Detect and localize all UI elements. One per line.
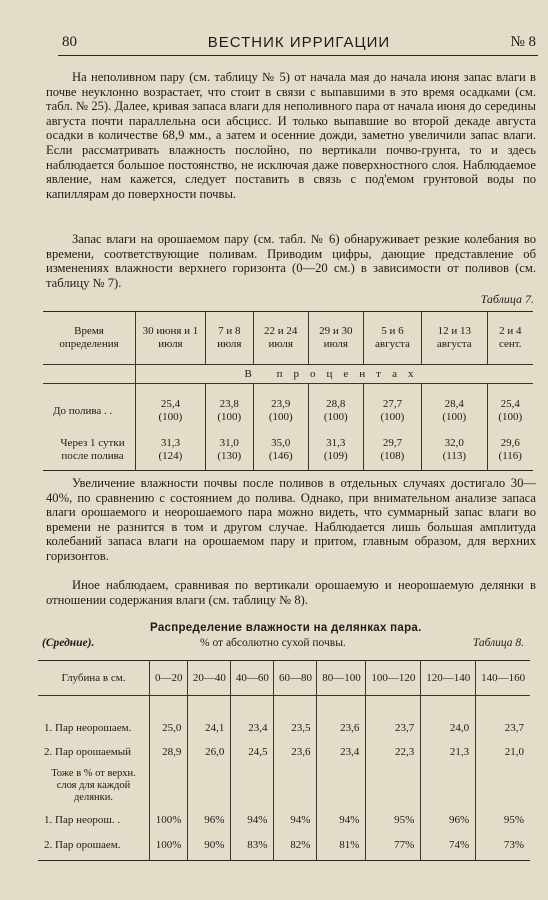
table7-percent-label: В процентах — [136, 365, 534, 384]
table7-col: 30 июня и 1 июля — [136, 312, 206, 365]
table-8 — [38, 660, 530, 861]
table8-value: 25,0 — [150, 716, 188, 740]
table8-value: 23,7 — [366, 716, 421, 740]
journal-title: ВЕСТНИК ИРРИГАЦИИ — [207, 34, 391, 51]
table7-value: 31,3 — [160, 437, 181, 449]
table8-subtitle-left: (Средние). — [42, 637, 95, 649]
table7-value: 29,6 — [500, 437, 520, 449]
table8-value: 23,5 — [274, 716, 317, 740]
table8-caption: Таблица 8. — [472, 637, 524, 649]
table8-value: 73% — [476, 832, 530, 860]
table8-header-row — [38, 661, 530, 696]
table-row — [38, 832, 530, 860]
table7-value: 25,4 — [500, 398, 520, 410]
table7-percent-row — [43, 365, 533, 384]
table7-value: 31,0 — [219, 437, 239, 449]
table7-row-label: Через 1 сутки после полива — [60, 437, 125, 462]
paragraph-1: На неполивном пару (см. таблицу № 5) от начала мая до начала июня запас влаги в почве неуклонно возрастает, что стоит в связи с выпавшими в это время осадками (см. табл. № 25). Далее, кривая запаса влаги для неполивного пара от начала июня до середины августа почти параллельна оси абсцисс. И только выпавшие во второй декаде августа осадки в количестве 68,9 мм., а затем и осенние дожди, заметно увеличили запас влаги. Если рассматривать влажность послойно, по вертикали почво-грунта, то и здесь наблюдается большое постоянство, не исключая даже поверхностного слоя. Наблюдаемое явление, нам кажется, следует поставить в связь с под'емом грунтовой воды по капиллярам до поверхности почвы. — [46, 70, 536, 201]
table7-value: 28,8 — [326, 398, 346, 410]
table7-index: (146) — [268, 450, 293, 462]
table8-value: 95% — [366, 808, 421, 832]
table7-index: (116) — [498, 450, 522, 462]
table7-index: (130) — [217, 450, 242, 462]
table8-row-label: 2. Пар орошаем. — [44, 839, 121, 852]
table8-value: 77% — [366, 832, 421, 860]
table8-subtitle — [42, 637, 532, 653]
table8-col: 0—20 — [150, 661, 188, 696]
table7-index: (100) — [217, 411, 242, 423]
table8-value: 28,9 — [150, 740, 188, 764]
table7-value: 27,7 — [382, 398, 403, 410]
table7-value: 23,8 — [219, 398, 239, 410]
table-row — [38, 808, 530, 832]
paragraph-3: Увеличение влажности почвы после поливов в отдельных случаях достигало 30—40%, по сравнению с состоянием до полива. Однако, при внимательном анализе запаса влаги орошаемого и неорошаемого пара можно видеть, что суммарный запас влаги во времени не разнится в том и другом случае. Наблюдается лишь большая амплитуда колебаний запаса влаги на орошаемом пару и притом, главным образом, для верхних горизонтов. — [46, 476, 536, 563]
table7-value: 35,0 — [271, 437, 291, 449]
table8-note-row — [38, 764, 530, 808]
table7-value: 23,9 — [271, 398, 291, 410]
table8-col: 100—120 — [366, 661, 421, 696]
table8-value: 81% — [317, 832, 366, 860]
table8-value: 82% — [274, 832, 317, 860]
table-row — [38, 740, 530, 764]
table7-index: (100) — [268, 411, 293, 423]
table8-value: 96% — [188, 808, 231, 832]
table8-value: 22,3 — [366, 740, 421, 764]
table8-row-label: 1. Пар неорошаем. — [44, 721, 132, 734]
table8-value: 95% — [476, 808, 530, 832]
table7-value: 25,4 — [160, 398, 181, 410]
issue-number: № 8 — [510, 34, 536, 50]
table8-value: 96% — [421, 808, 476, 832]
table8-value: 23,6 — [274, 740, 317, 764]
table8-value: 94% — [317, 808, 366, 832]
table8-value: 83% — [231, 832, 274, 860]
page-number: 80 — [62, 34, 77, 50]
table8-row-label: 2. Пар орошаемый — [44, 745, 132, 758]
table8-subtitle-center: % от абсолютно сухой почвы. — [200, 637, 346, 649]
table-7 — [43, 311, 533, 471]
table7-value: 32,0 — [444, 437, 464, 449]
table8-value: 24,0 — [421, 716, 476, 740]
page-header — [62, 34, 536, 56]
table8-value: 21,3 — [421, 740, 476, 764]
table-row — [43, 384, 533, 431]
table8-value: 94% — [274, 808, 317, 832]
table7-value: 31,3 — [326, 437, 346, 449]
table8-value: 23,4 — [231, 716, 274, 740]
table7-value: 29,7 — [382, 437, 403, 449]
table7-row-header: Время определения — [59, 325, 119, 350]
table7-index: (124) — [158, 450, 183, 462]
paragraph-2: Запас влаги на орошаемом пару (см. табл. № 6) обнаруживает резкие колебания во времени, соответствующие поливам. Приводим цифры, дающие представление об изменениях влажности верхнего горизонта (0—20 см.) в зависимости от поливов (см. таблицу № 7). — [46, 232, 536, 290]
table8-value: 21,0 — [476, 740, 530, 764]
table7-index: (100) — [498, 411, 523, 423]
table8-col: 20—40 — [188, 661, 231, 696]
table8-value: 94% — [231, 808, 274, 832]
table8-note: Тоже в % от верхн. слоя для каждой делянки. — [51, 768, 136, 803]
table7-index: (108) — [380, 450, 405, 462]
header-rule — [58, 55, 538, 56]
table7-col: 12 и 13 августа — [422, 312, 487, 365]
table-row — [38, 716, 530, 740]
table8-col: 120—140 — [421, 661, 476, 696]
table7-col: 29 и 30 июля — [308, 312, 363, 365]
table7-header-row — [43, 312, 533, 365]
table8-value: 74% — [421, 832, 476, 860]
table7-index: (100) — [323, 411, 348, 423]
table8-value: 100% — [150, 832, 188, 860]
table7-index: (113) — [442, 450, 466, 462]
table7-index: (100) — [442, 411, 467, 423]
table8-col: 80—100 — [317, 661, 366, 696]
table7-index: (100) — [380, 411, 405, 423]
table7-caption: Таблица 7. — [480, 292, 534, 306]
table7-col: 7 и 8 июля — [205, 312, 253, 365]
table7-value: 28,4 — [444, 398, 464, 410]
table8-col: 140—160 — [476, 661, 530, 696]
table8-row-label: 1. Пар неорош. . — [44, 813, 121, 826]
table7-col: 22 и 24 июля — [253, 312, 308, 365]
table7-col: 2 и 4 сент. — [487, 312, 533, 365]
table7-index: (109) — [323, 450, 348, 462]
table8-col: 60—80 — [274, 661, 317, 696]
table8-value: 26,0 — [188, 740, 231, 764]
table8-row-header: Глубина в см. — [38, 661, 150, 696]
table8-value: 24,5 — [231, 740, 274, 764]
table8-value: 23,7 — [476, 716, 530, 740]
table8-value: 24,1 — [188, 716, 231, 740]
table7-index: (100) — [158, 411, 183, 423]
table8-value: 100% — [150, 808, 188, 832]
table8-value: 90% — [188, 832, 231, 860]
table8-col: 40—60 — [231, 661, 274, 696]
table7-row-label: До полива . . — [53, 404, 113, 417]
table8-value: 23,6 — [317, 716, 366, 740]
table8-title: Распределение влажности на делянках пара. — [150, 622, 422, 634]
table-row — [43, 430, 533, 471]
table8-value: 23,4 — [317, 740, 366, 764]
paragraph-4: Иное наблюдаем, сравнивая по вертикали орошаемую и неорошаемую делянки в отношении содержания влаги (см. таблицу № 8). — [46, 578, 536, 607]
table7-col: 5 и 6 августа — [363, 312, 421, 365]
